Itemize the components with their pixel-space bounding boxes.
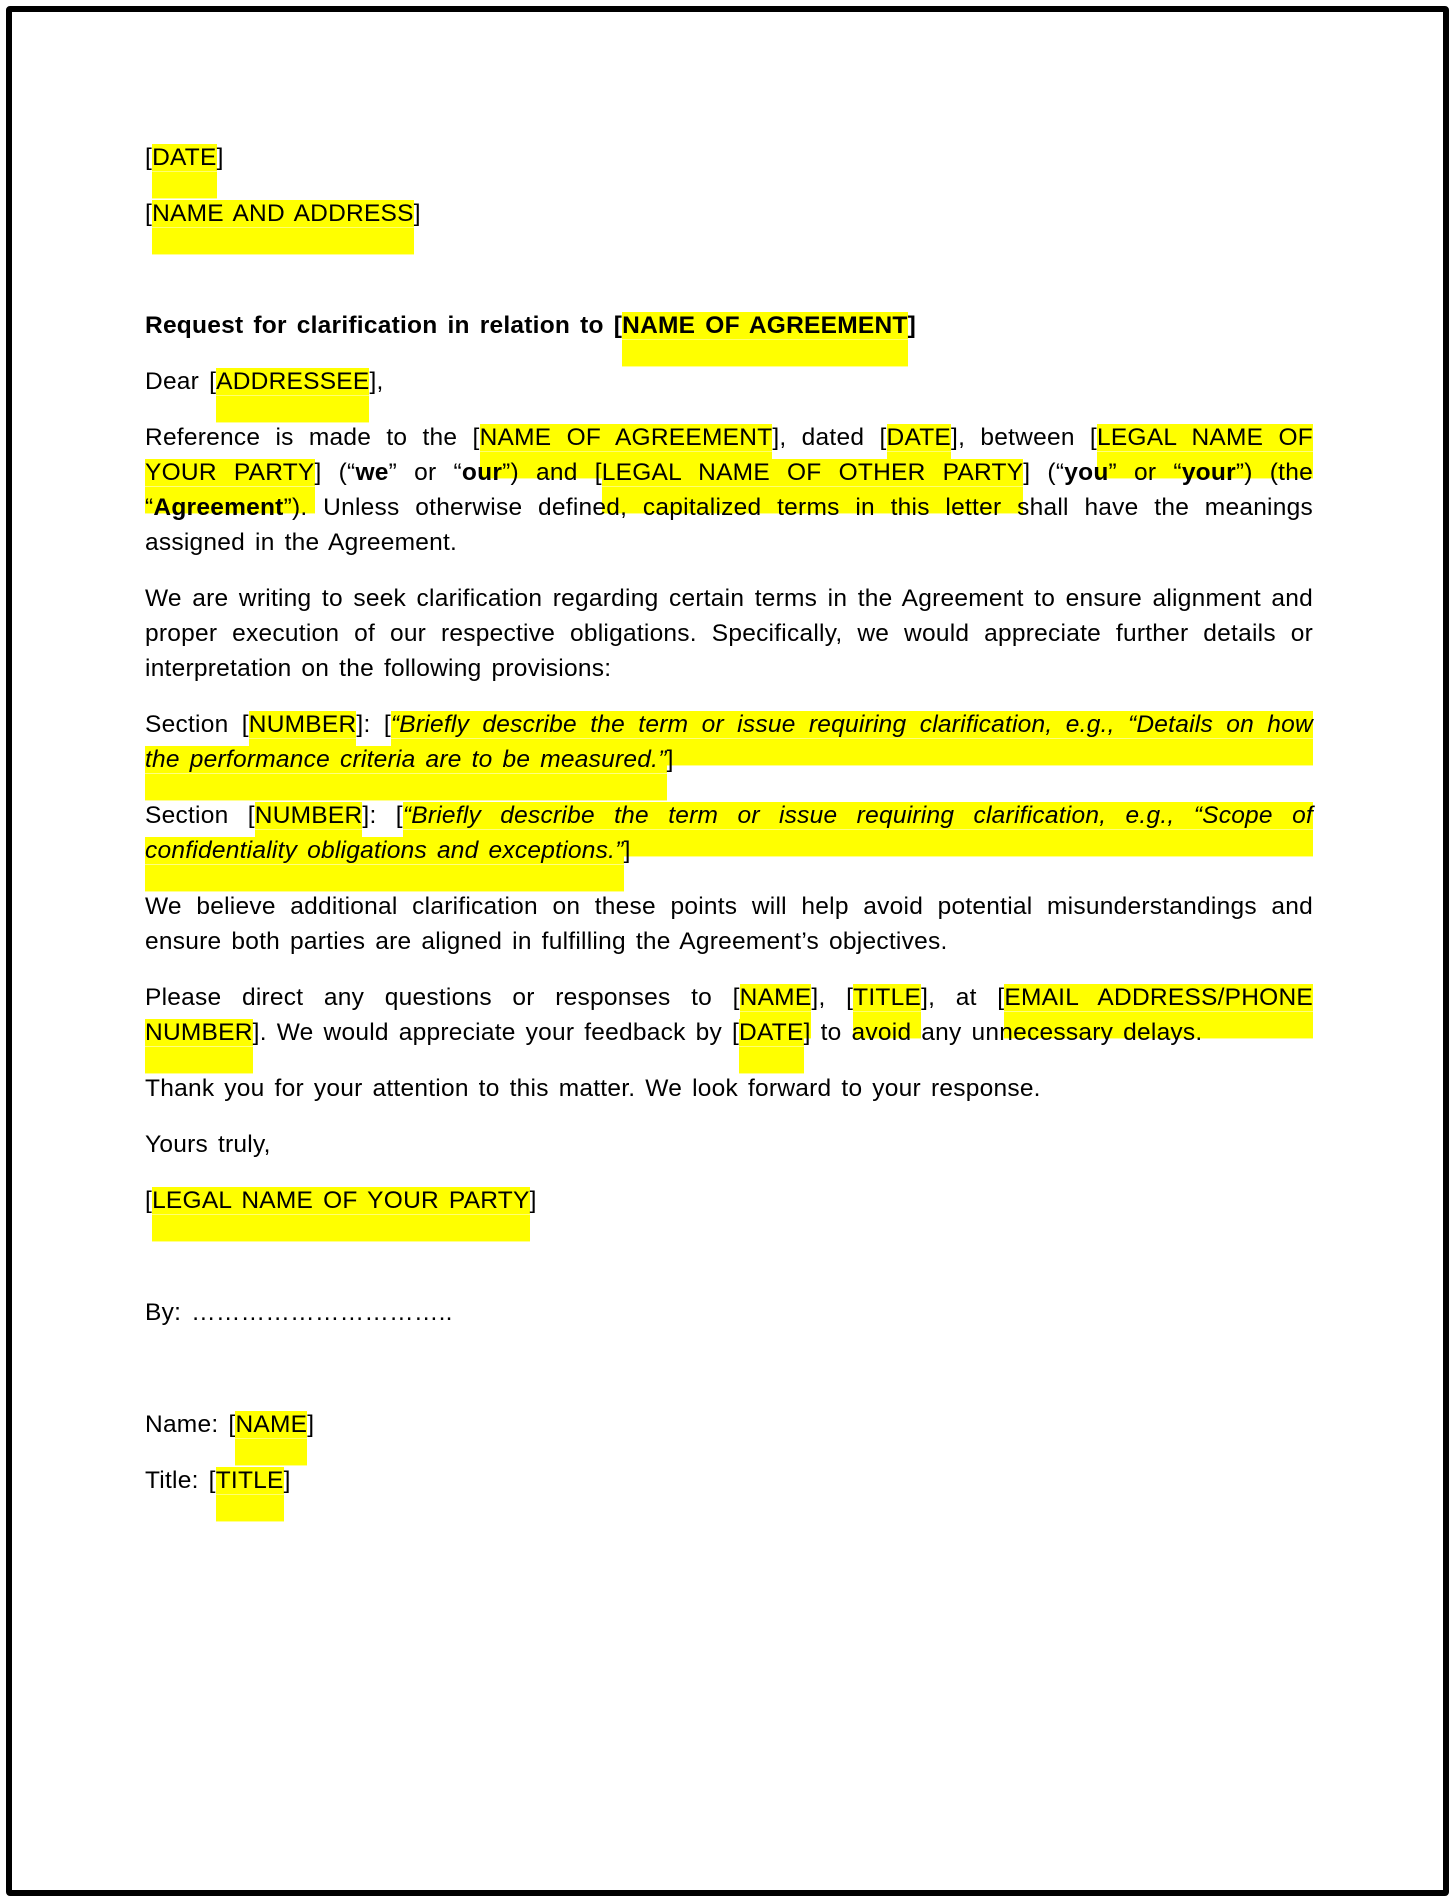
text-run: ] [623, 837, 631, 864]
placeholder-addressee: ADDRESSEE [216, 368, 370, 395]
text-run: ] [529, 1187, 537, 1214]
thank-you-paragraph [145, 1071, 1313, 1106]
text-run: Title: [ [145, 1467, 216, 1494]
spacer [145, 1351, 1313, 1386]
text-run: ]. We would appreciate your feedback by [ [252, 1019, 740, 1046]
text-run: ]: [ [356, 711, 391, 738]
placeholder-email-address-phone-number: EMAIL ADDRESS/PHONE NUMBER [145, 984, 1313, 1046]
text-run: ]: [ [362, 802, 403, 829]
section-clause-1 [145, 707, 1313, 777]
text-run: Section [ [145, 711, 249, 738]
text-run: We are writing to seek clarification regarding certain terms in the Agreement to ensure alignment and proper execution of our respective obligations. Specifically, we would appreciate further details or interpretation on the following provisions: [145, 585, 1313, 682]
signature-party-line [145, 1183, 1313, 1218]
text-run: ] [907, 312, 917, 339]
text-run: ”). Unless otherwise defined, capitalized terms in this letter shall have the meanings assigned in the Agreement. [145, 494, 1313, 556]
text-run: you [1064, 459, 1109, 486]
text-run: ], at [ [921, 984, 1005, 1011]
placeholder-number: NUMBER [254, 802, 363, 829]
salutation [145, 364, 1313, 399]
text-run: ”) and [ [502, 459, 602, 486]
by-line [145, 1295, 1313, 1330]
text-run: [ [145, 1187, 153, 1214]
text-run: Thank you for your attention to this matter. We look forward to your response. [145, 1075, 1041, 1102]
placeholder-legal-name-of-your-party: LEGAL NAME OF YOUR PARTY [145, 424, 1314, 486]
address-line [145, 196, 1313, 231]
text-run: our [461, 459, 503, 486]
placeholder-number: NUMBER [248, 711, 357, 738]
text-run: ] to avoid any unnecessary delays. [803, 1019, 1203, 1046]
text-run: ] [666, 746, 674, 773]
placeholder-date: DATE [886, 424, 952, 451]
placeholder-legal-name-of-your-party: LEGAL NAME OF YOUR PARTY [152, 1187, 530, 1214]
text-run: Reference is made to the [ [145, 424, 480, 451]
closing-line [145, 1127, 1313, 1162]
placeholder-name-of-agreement: NAME OF AGREEMENT [479, 424, 773, 451]
text-run: Please direct any questions or responses to [ [145, 984, 740, 1011]
text-run: ], [ [811, 984, 854, 1011]
placeholder-name-and-address: NAME AND ADDRESS [152, 200, 414, 227]
text-run: Yours truly, [145, 1131, 271, 1158]
subject-line [145, 308, 1313, 343]
text-run: Dear [ [145, 368, 217, 395]
contact-paragraph [145, 980, 1313, 1050]
placeholder-date: DATE [152, 144, 217, 171]
text-run: ”) (the “ [145, 459, 1313, 521]
text-run: ], [369, 368, 384, 395]
text-run: Request for clarification in relation to [ [145, 312, 623, 339]
text-run: ] (“ [314, 459, 356, 486]
text-run: We believe additional clarification on these points will help avoid potential misunderstandings and ensure both parties are aligned in fulfilling the Agreement’s objectives. [145, 893, 1313, 955]
placeholder-name-of-agreement: NAME OF AGREEMENT [622, 312, 908, 339]
placeholder-title: TITLE [215, 1467, 284, 1494]
spacer [145, 1239, 1313, 1274]
text-run: Name: [ [145, 1411, 236, 1438]
letter-body [145, 140, 1313, 1519]
text-run: ] [283, 1467, 291, 1494]
text-run: ] [216, 144, 224, 171]
text-run: [ [145, 144, 153, 171]
alignment-paragraph [145, 889, 1313, 959]
text-run: ], between [ [951, 424, 1097, 451]
text-run: your [1181, 459, 1236, 486]
name-line [145, 1407, 1313, 1442]
placeholder-briefly-describe-the-term-or-issue-requi: “Briefly describe the term or issue requiring clarification, e.g., “Scope of confidentiality obligations and exceptions.” [145, 802, 1313, 864]
text-run: ], dated [ [772, 424, 887, 451]
placeholder-title: TITLE [853, 984, 922, 1011]
date-line [145, 140, 1313, 175]
placeholder-name: NAME [739, 984, 812, 1011]
clarification-request-paragraph [145, 581, 1313, 686]
placeholder-legal-name-of-other-party: LEGAL NAME OF OTHER PARTY [601, 459, 1024, 486]
text-run: ” or “ [388, 459, 462, 486]
text-run: we [355, 459, 389, 486]
placeholder-briefly-describe-the-term-or-issue-requi: “Briefly describe the term or issue requiring clarification, e.g., “Details on how the performance criteria are to be measured.” [145, 711, 1313, 773]
text-run: ] [307, 1411, 315, 1438]
text-run: ” or “ [1108, 459, 1182, 486]
text-run: By: ………………………….. [145, 1299, 453, 1326]
text-run: [ [145, 200, 153, 227]
spacer [145, 252, 1313, 287]
placeholder-name: NAME [235, 1411, 308, 1438]
text-run: Section [ [145, 802, 255, 829]
section-clause-2 [145, 798, 1313, 868]
text-run: Agreement [153, 494, 284, 521]
text-run: ] (“ [1023, 459, 1065, 486]
text-run: ] [413, 200, 421, 227]
placeholder-date: DATE [739, 1019, 804, 1046]
title-line [145, 1463, 1313, 1498]
reference-paragraph [145, 420, 1313, 560]
